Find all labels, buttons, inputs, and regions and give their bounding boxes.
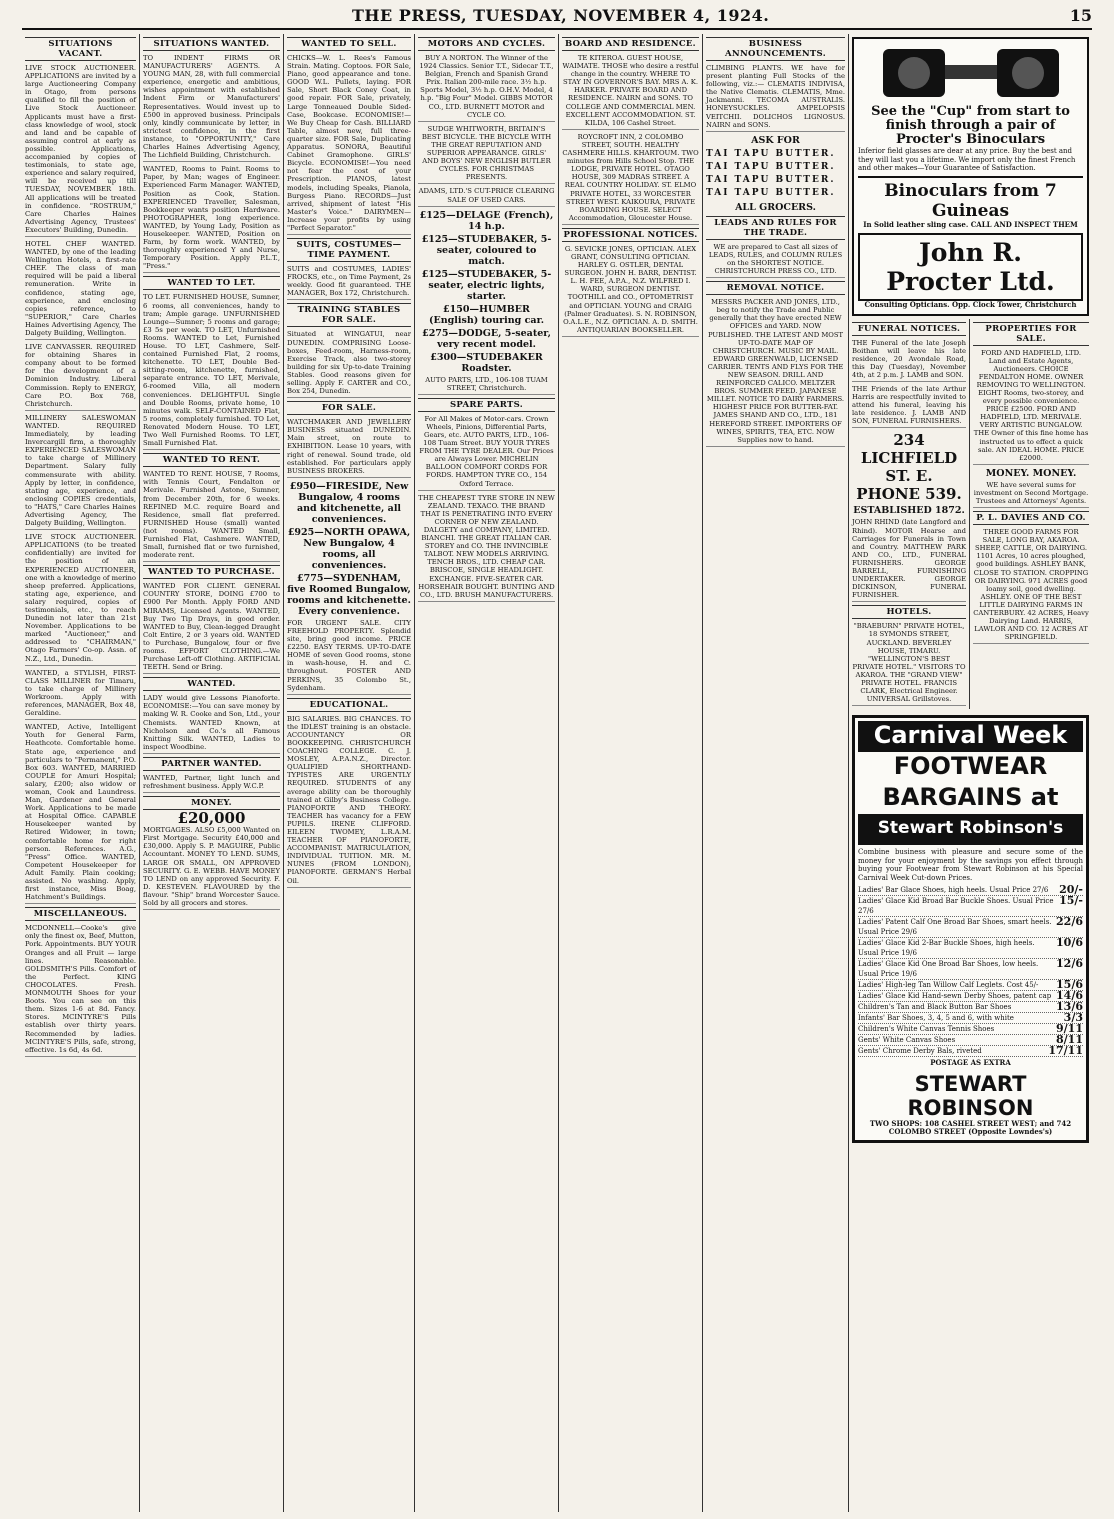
classified-ad: LIVE STOCK AUCTIONEER. APPLICATIONS are invited by a large Auctioneering Company in Otago, from persons qualified to fill the position of Live Stock Auctioneer. Applicants must have a first-class knowledge of wool, stock and land and be capable of assuming control at early as possible. Applications, accompanied by copies of testimonials, to state age, experience and salary required, will be received up till TUESDAY, NOVEMBER 18th. All applications will be treated in confidence. "ROSTRUM," Care Charles Haines Advertising Agency, Trustees' Executors' Building, Dunedin. [25, 64, 136, 237]
item-label: Ladies' Bar Glace Shoes, high heels. Usual Price 27/6 [858, 886, 1049, 895]
classified-ad: WE have several sums for investment on Second Mortgage. Trustees and Attorneys' Agents. [973, 481, 1089, 508]
section-heading: WANTED TO RENT. [143, 453, 280, 467]
classified-ad: ADAMS, LTD.'S CUT-PRICE CLEARING SALE OF USED CARS. [418, 187, 555, 206]
item-price: 3/3 [1063, 1011, 1083, 1025]
classified-ad: WANTED, Active, Intelligent Youth for General Farm, Heathcote. Comfortable home. State age, experience and particulars to "Permanent," P.O. Box 603. WANTED, MARRIED COUPLE for Amuri Hospital; salary, £200; also widow or woman, Cook and Laundress. Man, Gardener and General Work. Applications to be made at Hospital Office. CAPABLE Housekeeper wanted by Retired Widower, in town; comfortable home for right person. References. A.G., "Press" Office. WANTED, Competent Housekeeper for Adult Family. Plain cooking; assisted. No washing. Apply, first instance, Miss Boag, Hatchment's Buildings. [25, 723, 136, 904]
classified-ad: TO INDENT FIRMS OR MANUFACTURERS' AGENTS. A YOUNG MAN, 28, with full commercial experience, energetic and ambitious, wishes appointment with established Indent Firm or Manufacturers' Representatives. Would invest up to £500 in approved business. Principals only, kindly communicate by letter, in strictest confidence, in the first instance, to "OPPORTUNITY," Care Charles Haines Advertising Agency, The Lichfield Building, Christchurch. [143, 54, 280, 162]
binoculars-price: Binoculars from 7 Guineas [858, 176, 1083, 221]
item-price: 15/6 [1056, 978, 1083, 992]
list-item [858, 938, 1083, 959]
item-price: 14/6 [1056, 989, 1083, 1003]
section-heading: HOTELS. [852, 605, 966, 619]
classified-ad: THE CHEAPEST TYRE STORE IN NEW ZEALAND. TEXACO. THE BRAND THAT IS PENETRATING INTO EVERY CORNER OF NEW ZEALAND. DALGETY and COMPANY, LIMITED. BIANCHI. THE GREAT ITALIAN CAR. STOREY and CO. THE INVINCIBLE TALBOT. NEW MODELS ARRIVING. TENCH BROS., LTD. CHEAP CAR. BRISCOE, SINGLE HEADLIGHT. EXCHANGE. FIVE-SEATER CAR. HORSEHAIR BOUGHT. BUNTING AND CO., LTD. BRUSH MANUFACTURERS. [418, 494, 555, 602]
section-heading: EDUCATIONAL. [287, 698, 411, 712]
carnival-bargains: BARGAINS at [882, 783, 1059, 812]
column-situations-vacant [22, 34, 140, 1512]
classified-ad: BIG SALARIES. BIG CHANCES. TO the IDLEST training is an obstacle. ACCOUNTANCY OR BOOKKEEPING. CHRISTCHURCH COACHING COLLEGE. C. J. MOSLEY, A.P.A.N.Z., Director. QUALIFIED SHORTHAND-TYPISTES ARE URGENTLY REQUIRED. STUDENTS of any average ability can be thoroughly trained at Gilby's Business College. PIANOFORTE AND THEORY. TEACHER has vacancy for a FEW PUPILS. IRENE CLIFFORD. EILEEN TWOMEY, L.R.A.M. TEACHER OF PIANOFORTE, ACCOMPANIST. MATRICULATION, INDIVIDUAL TUITION. MR. M. NUNES (FROM LONDON), PIANOFORTE. GERMAN'S Herbal Oil. [287, 715, 411, 888]
section-heading: BUSINESS ANNOUNCEMENTS. [706, 37, 845, 61]
classified-ad: MORTGAGES. ALSO £5,000 Wanted on First Mortgage. Security £40,000 and £30,000. Apply S. P. MAGUIRE, Public Accountant. MONEY TO LEND. SUMS, LARGE OR SMALL, ON APPROVED SECURITY. G. E. WEBB. HAVE MONEY TO LEND on any approved Security. F. D. KESTEVEN. FLAVOURED by the flavour. "Ship" brand Worcester Sauce. Sold by all grocers and stores. [143, 826, 280, 910]
used-car-price: £125—STUDEBAKER, 5-seater, coloured to match. [421, 233, 552, 267]
classified-ad: CLIMBING PLANTS. WE have for present planting Full Stocks of the following, viz.:— CLEMATIS INDIVISA, the Native Clematis. CLEMATIS, Mme. Jackmanni. TECOMA AUSTRALIS. HONEYSUCKLES. AMPELOPSIS VEITCHII. DOLICHOS LIGNOSUS. NAIRN and SONS. [706, 64, 845, 132]
column-right-block [849, 34, 1092, 1512]
section-heading: PARTNER WANTED. [143, 757, 280, 771]
carnival-footer-name: STEWART ROBINSON [907, 1071, 1034, 1120]
procter-firm-name: John R. Procter Ltd. [858, 233, 1083, 301]
classified-ad: LIVE CANVASSER. REQUIRED for obtaining Shares in company about to be formed for the development of a Dominion Industry. Liberal Commission. Reply to ENERGY, Care P.O. Box 768, Christchurch. [25, 343, 136, 411]
established-year: ESTABLISHED 1872. [853, 505, 965, 517]
used-car-price: £300—STUDEBAKER Roadster. [430, 351, 543, 374]
section-heading: WANTED. [143, 677, 280, 691]
item-label: Ladies' High-leg Tan Willow Calf Leglets. Cost 45/- [858, 981, 1039, 990]
classified-ad: WANTED, Rooms to Paint. Rooms to Paper, by Man; wages of Engineer. Experienced Farm Manager. WANTED, Position as Cook, Station. EXPERIENCED Traveller, Salesman, Bookkeeper wants position Hardware. PHOTOGRAPHER, long experience. WANTED, by Young Lady, Position as Housekeeper. WANTED, Position on Farm, by form work. WANTED, by thoroughly experienced Y and Nurse, Temporary Position. Apply P.L.T., "Press." [143, 165, 280, 273]
section-heading: REMOVAL NOTICE. [706, 281, 845, 295]
section-heading: TRAINING STABLES FOR SALE. [287, 303, 411, 327]
section-heading: P. L. DAVIES AND CO. [973, 511, 1089, 525]
used-car-price: £125—DELAGE (French), 14 h.p. [419, 209, 554, 232]
classified-ad: TO LET. FURNISHED HOUSE, Sumner, 6 rooms, all conveniences, handy to tram; Ample garage. UNFURNISHED Lounge—Sumner; 5 rooms and garage; £3 5s per week. TO LET, Unfurnished Rooms. WANTED to Let, Furnished House. TO LET, Cashmere, Self-contained Furnished Flat, 2 rooms, kitchenette. TO LET, Double Bed-sitting-room, kitchenette, furnished, separate entrance. TO LET, Merivale, 6-roomed Villa, all modern conveniences. DELIGHTFUL Single and Double Rooms, private home, 10 minutes walk. SELF-CONTAINED Flat, 5 rooms, completely furnished. TO Let, Renovated Modern House. TO LET, Two Well Furnished Rooms. TO LET, Small Furnished Flat. [143, 293, 280, 450]
classified-ad: WE are prepared to Cast all sizes of LEADS, RULES, and COLUMN RULES on the SHORTEST NOTICE. CHRISTCHURCH PRESS CO., LTD. [706, 243, 845, 278]
procter-address: Consulting Opticians. Opp. Clock Tower, Christchurch [864, 300, 1077, 309]
classified-ad: HOTEL CHEF WANTED. WANTED, by one of the leading Wellington Hotels, a first-rate CHEF. The class of man required will be paid a liberal remuneration. Write in confidence, stating age, experience, and enclosing copies reference, to "SUPERIOR," Care Charles Haines Advertising Agency, The Dalgety Building, Wellington. [25, 240, 136, 340]
property-price-ad: £775—SYDENHAM, five Roomed Bungalow, rooms and kitchenette. Every convenience. [287, 572, 411, 617]
list-item [858, 1013, 1083, 1024]
classified-ad: WANTED TO RENT. HOUSE, 7 Rooms, with Tennis Court, Fendalton or Merivale. Furnished Astone, Sumner, from December 20th, for 6 weeks. REFINED M.C. require Board and Residence, small flat preferred. FURNISHED House (small) wanted (not rooms). WANTED Small, Furnished Flat, Cashmere. WANTED, Small, furnished flat or two furnished, moderate rent. [143, 470, 280, 562]
carnival-intro: Combine business with pleasure and secure some of the money for your enjoyment by the savings you effect through buying your Footwear from Stewart Robinson at his Special Carnival Week Cut-down Prices. [858, 848, 1083, 882]
classified-ad: "BRAEBURN" PRIVATE HOTEL, 18 SYMONDS STREET, AUCKLAND. BEVERLEY HOUSE, TIMARU. "WELLINGTON'S BEST PRIVATE HOTEL." VISITORS TO AKAROA. THE "GRAND VIEW" PRIVATE HOTEL. FRANCIS CLARK, Electrical Engineer. UNIVERSAL Grillstoves. [852, 622, 966, 706]
section-heading: PROFESSIONAL NOTICES. [563, 229, 698, 240]
list-item [858, 980, 1083, 991]
butter-ad-line: TAI TAPU BUTTER. [706, 174, 836, 185]
classified-ad: G. SEVICKE JONES, OPTICIAN. ALEX GRANT, CONSULTING OPTICIAN. HARLEY G. OSTLER, DENTAL SURGEON. JOHN H. BARR, DENTIST. L. H. FEE, A.P.A., N.Z. WILFRED I. WARD, SURGEON DENTIST. TOOTHILL and CO., OPTOMETRIST and OPTICIAN. YOUNG and CRAIG (Palmer Graduates). S. N. ROBINSON, O.A.L.E., N.Z. OPTICIAN. A. D. SMITH. ANTIQUARIAN BOOKSELLER. [562, 245, 699, 337]
classified-ad: LADY would give Lessons Pianoforte. ECONOMISE:—You can save money by making W. R. Cooke and Son, Ltd., your Chemists. WANTED Known, at Nicholson and Co.'s all Famous Knitting Silk. WANTED, Ladies to inspect Woodbine. [143, 694, 280, 754]
masthead [22, 6, 1092, 30]
butter-ad-footer: ALL GROCERS. [735, 201, 816, 213]
section-heading: SPARE PARTS. [418, 398, 555, 412]
classified-ad: THREE GOOD FARMS FOR SALE, LONG BAY, AKAROA. SHEEP, CATTLE, OR DAIRYING. 1101 Acres, 10 acres ploughed, good buildings. ASHLEY BANK, CLOSE TO STATION. CROPPING OR DAIRYING. 971 ACRES good loamy soil, good dwelling. ASHLEY. ONE OF THE BEST LITTLE DAIRYING FARMS IN CANTERBURY. 42 ACRES, Heavy Dairying Land. HARRIS, LAWLOR AND CO. 12 ACRES AT SPRINGFIELD. [973, 528, 1089, 644]
page-number: 15 [1069, 6, 1092, 25]
list-item [858, 885, 1083, 896]
item-price: 20/- [1059, 883, 1083, 897]
column-funeral-notices [852, 319, 970, 710]
classified-ad: TE KITEROA. GUEST HOUSE, WAIMATE. THOSE who desire a restful change in the country. WHERE TO STAY IN GOVERNOR'S BAY. MRS A. K. HARKER. PRIVATE BOARD AND RESIDENCE. NAIRN and SONS. TO COLLEGE AND COMMERCIAL MEN. EXCELLENT ACCOMMODATION. ST. KILDA, 106 Cashel Street. [562, 54, 699, 130]
item-price: 12/6 [1056, 957, 1083, 971]
column-situations-wanted [140, 34, 284, 1512]
list-item [858, 991, 1083, 1002]
binoculars-icon [861, 43, 1081, 105]
carnival-shop-name: Stewart Robinson's [858, 814, 1083, 845]
item-label: Children's White Canvas Tennis Shoes [858, 1025, 995, 1034]
section-heading: FOR SALE. [287, 401, 411, 415]
column-motors-cycles [415, 34, 559, 1512]
section-heading: SUITS, COSTUMES—TIME PAYMENT. [287, 238, 411, 262]
classified-ad: MILLINERY SALESWOMAN WANTED. REQUIRED Immediately, by leading Invercargill firm, a thoroughly EXPERIENCED SALESWOMAN to take charge of Millinery Department. Salary fully commensurate with ability. Apply by letter, in confidence, stating age, experience, and enclosing COPIES credentials, to "HATS," Care Charles Haines Advertising Agency, The Dalgety Building, Wellington. [25, 414, 136, 530]
list-item [858, 917, 1083, 938]
list-item [858, 959, 1083, 980]
item-price: 13/6 [1056, 1000, 1083, 1014]
section-heading: MISCELLANEOUS. [25, 907, 136, 921]
column-wanted-to-sell [284, 34, 415, 1512]
section-heading: MOTORS AND CYCLES. [418, 37, 555, 51]
binoculars-headline: See the "Cup" from start to finish through a pair of Procter's Binoculars [871, 104, 1070, 147]
money-headline: £20,000 [177, 809, 246, 828]
item-price: 17/11 [1048, 1044, 1083, 1058]
item-price: 22/6 [1056, 915, 1083, 929]
item-label: Children's Tan and Black Button Bar Shoes [858, 1003, 1012, 1012]
butter-ad-line: TAI TAPU BUTTER. [706, 161, 836, 172]
item-label: Gents' White Canvas Shoes [858, 1036, 956, 1045]
classified-ad: MESSRS PACKER AND JONES, LTD., beg to notify the Trade and Public generally that they have erected NEW OFFICES and YARD. NOW PUBLISHED. THE LATEST AND MOST UP-TO-DATE MAP OF CHRISTCHURCH. MUSIC BY MAIL. EDWARD GREENWALD, LICENSED CARRIER. TENTS AND FLYS FOR THE NEW SEASON. DRILL AND REINFORCED CALICO. MELTZER BROS. SUMMER FEED. JAPANESE MILLET. NOTICE TO DAIRY FARMERS. HIGHEST PRICE FOR BUTTER-FAT. JAMES SHAND AND CO., LTD., 181 HEREFORD STREET. IMPORTERS OF WINES, SPIRITS, TEA, ETC. NOW Supplies now to hand. [706, 298, 845, 447]
section-heading: LEADS AND RULES FOR THE TRADE. [706, 216, 845, 240]
butter-ad-line: TAI TAPU BUTTER. [706, 148, 836, 159]
classified-ad: WANTED, Partner, light lunch and refreshment business. Apply W.C.P. [143, 774, 280, 793]
section-heading: WANTED TO LET. [143, 276, 280, 290]
list-item [858, 1046, 1083, 1057]
classified-ad: WANTED FOR CLIENT. GENERAL COUNTRY STORE, DOING £700 to £900 Per Month. Apply FORD AND MIRAMS, Licensed Agents. WANTED, Buy Two Tip Drays, in good order. WANTED to Buy, Clean-legged Draught Colt Entire, 2 or 3 years old. WANTED to Purchase, Bungalow, four or five rooms. EFFORT CLOTHING.—We Purchase Left-off Clothing. ARTIFICIAL TEETH. Send or Bring. [143, 582, 280, 674]
classified-ad: AUTO PARTS, LTD., 106-108 TUAM STREET, Christchurch. [418, 376, 555, 395]
carnival-footwear: FOOTWEAR [893, 752, 1048, 781]
binoculars-body: Inferior field glasses are dear at any price. Buy the best and they will last you a lifetime. We import only the finest French and other makes—Your Guarantee of Satisfaction. [858, 147, 1076, 172]
section-heading: BOARD AND RESIDENCE. [562, 37, 699, 51]
used-car-price: £150—HUMBER (English) touring car. [428, 303, 545, 326]
item-label: Ladies' Patent Calf One Broad Bar Shoes, smart heels. Usual Price 29/6 [858, 918, 1052, 937]
classified-ad: BUY A NORTON. The Winner of the 1924 Classics. Senior T.T., Sidecar T.T., Belgian, French and Spanish Grand Prix. Italian 200-mile race. 3½ h.p. Sports Model, 3½ h.p. O.H.V. Model, 4 h.p. "Big Four" Model. GIBBS MOTOR CO., LTD. BURNETT MOTOR and CYCLE CO. [418, 54, 555, 122]
item-price: 10/6 [1056, 936, 1083, 950]
masthead-title: THE PRESS, TUESDAY, NOVEMBER 4, 1924. [352, 6, 770, 25]
carnival-headline: Carnival Week [858, 721, 1083, 752]
section-heading: PROPERTIES FOR SALE. [973, 322, 1089, 346]
item-label: Ladies' Glace Kid One Broad Bar Shoes, low heels. Usual Price 19/6 [858, 960, 1039, 979]
column-business-announcements [703, 34, 849, 1512]
binoculars-advert [852, 37, 1089, 316]
carnival-price-list [858, 885, 1083, 1057]
item-price: 15/- [1059, 894, 1083, 908]
classified-ad: THE Friends of the late Arthur Harris are respectfully invited to attend his funeral, leaving his late residence. J. LAMB AND SON, FUNERAL FURNISHERS. [852, 385, 966, 428]
classified-ad: ROYCROFT INN, 2 COLOMBO STREET, SOUTH. HEALTHY CASHMERE HILLS. KHARTOUM. TWO minutes from Hills School Stop. THE LODGE, PRIVATE HOTEL. OTAGO HOUSE, 309 MADRAS STREET. A REAL COUNTRY HOLIDAY. ST. ELMO PRIVATE HOTEL, 33 WORCESTER STREET WEST. KAIKOURA, PRIVATE BOARDING HOUSE. SELECT Accommodation, Gloucester House. [562, 133, 699, 225]
classified-ad: JOHN RHIND (late Langford and Rhind). MOTOR Hearse and Carriages for Funerals in Town and Country. MATTHEW PARK AND CO., LTD., FUNERAL FURNISHERS. GEORGE BARRELL, FURNISHING UNDERTAKER. GEORGE DICKINSON, FUNERAL FURNISHER. [852, 518, 966, 602]
classified-ad: SUDGE WHITWORTH, BRITAIN'S BEST BICYCLE. THE BICYCLE WITH THE GREAT REPUTATION AND SUPERIOR APPEARANCE. GIRLS' AND BOYS' NEW ENGLISH BUTLER CYCLES. FOR CHRISTMAS PRESENTS. [418, 125, 555, 185]
classified-ad: WANTED, a STYLISH, FIRST-CLASS MILLINER for Timaru, to take charge of Millinery Workroom. Apply with references, MANAGER, Box 48, Geraldine. [25, 669, 136, 721]
binoculars-subline: In Solid leather sling case. CALL AND INSPECT THEM [863, 219, 1078, 229]
item-label: Gents' Chrome Derby Bals, riveted [858, 1047, 982, 1056]
list-item [858, 1002, 1083, 1013]
classified-ad: THE Funeral of the late Joseph Boithan will leave his late residence, 20 Avondale Road, this Day (Tuesday), November 4th, at 2 p.m. J. LAMB and SON. [852, 339, 966, 382]
classified-ad: For All Makes of Motor-cars. Crown Wheels, Pinions, Differential Parts, Gears, etc. AUTO PARTS, LTD., 106-108 Tuam Street. BUY YOUR TYRES FROM THE TYRE DEALER. Our Prices are Always Lower. MICHELIN BALLOON COMFORT CORDS FOR FORDS. HAMPTON TYRE CO., 154 Oxford Terrace. [418, 415, 555, 491]
property-price-ad: £925—NORTH OPAWA, New Bungalow, 4 rooms, all conveniences. [287, 526, 411, 571]
butter-ad-lead: ASK FOR [751, 134, 800, 146]
classified-ad: FORD AND HADFIELD, LTD. Land and Estate Agents, Auctioneers. CHOICE FENDALTON HOME. OWNER REMOVING TO WELLINGTON. EIGHT Rooms, two-storey, and every possible convenience. PRICE £2500. FORD AND HADFIELD, LTD. MERIVALE. VERY ARTISTIC BUNGALOW. THE Owner of this fine home has instructed us to effect a quick sale. AN IDEAL HOME. PRICE £2000. [973, 349, 1089, 465]
carnival-postage: POSTAGE AS EXTRA [930, 1058, 1011, 1068]
item-price: 9/11 [1056, 1022, 1083, 1036]
item-label: Ladies' Glace Kid Hand-sewn Derby Shoes, patent cap [858, 992, 1052, 1001]
used-car-price: £275—DODGE, 5-seater, very recent model. [422, 327, 551, 350]
classified-ad: MCDONNELL—Cooke's give only the finest ox, Beef, Mutton, Pork. Appointments. BUY YOUR Oranges and all Fruit — large lines. Reasonable. GOLDSMITH'S Pills. Comfort of the Perfect. KING CHOCOLATES. Fresh. MONMOUTH Shoes for your Boots. You can see on this them. Sizes 1-6 at 8d. Fancy. Stores. MCINTYRE'S Pills establish over thirty years. Recommended by ladies. MCINTYRE'S Pills, safe, strong, effective. 1s 6d, 4s 6d. [25, 924, 136, 1057]
section-heading: SITUATIONS WANTED. [143, 37, 280, 51]
column-board-residence [559, 34, 703, 1512]
classified-ad: CHICKS—W. L. Rees's Famous Strain. Mating. Coptoos. FOR Sale, Piano, good appearance and tone. GOOD W.L. Pullets, laying. FOR Sale, Short Black Coney Coat, in good repair. FOR Sale, privately, Large Tonneaued Double Sided-Case, Bookcase. ECONOMISE!—We Buy Cheap for Cash. BILLIARD Table, almost new, full three-quarter size. FOR Sale, Duplicating Apparatus. SONORA, Beautiful Cabinet Gramophone. GIRLS' Bicycle. ECONOMISE!—You need not fear the cost of your Prescription. PIANOS, latest models, including Speaks, Pianola, Burgess Piano. RECORDS—Just arrived, shipment of latest "His Master's Voice." DAIRYMEN—Increase your profits by using "Perfect Separator." [287, 54, 411, 235]
section-heading: MONEY. [143, 796, 280, 810]
item-label: Ladies' Glace Kid 2-Bar Buckle Shoes, high heels. Usual Price 19/6 [858, 939, 1035, 958]
butter-ad-line: TAI TAPU BUTTER. [706, 187, 836, 198]
section-heading: FUNERAL NOTICES. [852, 322, 966, 336]
classified-ad: LIVE STOCK AUCTIONEER. APPLICATIONS (to be treated confidentially) are invited for the position of an EXPERIENCED AUCTIONEER, one with a knowledge of merino sheep preferred. Applications, stating age, experience, and salary required, copies of testimonials, etc., to reach Dunedin not later than 21st November. Applications to be marked "Auctioneer," and addressed to "CHAIRMAN," Otago Farmers' Co-op. Assn. of N.Z., Ltd., Dunedin. [25, 533, 136, 666]
classified-ad: Situated at WINGATUI, near DUNEDIN. COMPRISING Loose-boxes, Feed-room, Harness-room, Exercise Track, also two-storey building for six Up-to-date Training Stables. Good reasons given for selling. Apply F. CARTER and CO., Box 254, Dunedin. [287, 330, 411, 398]
money-heading: MONEY. MONEY. [985, 467, 1077, 479]
list-item [858, 1024, 1083, 1035]
property-price-ad: £950—FIRESIDE, New Bungalow, 4 rooms and kitchenette, all conveniences. [289, 480, 409, 525]
classified-ad: SUITS and COSTUMES, LADIES' FROCKS, etc., on Time Payment, 2s weekly. Good fit guaranteed. THE MANAGER, Box 172, Christchurch. [287, 265, 411, 300]
list-item [858, 896, 1083, 917]
column-properties-for-sale [970, 319, 1089, 710]
funeral-telephone: 234 LICHFIELD ST. E. PHONE 539. [856, 431, 962, 504]
classified-ad: WATCHMAKER AND JEWELLERY BUSINESS situated DUNEDIN. Main street, on route to EXHIBITION. Lease 10 years, with right of renewal. Sound trade, old established. For particulars apply BUSINESS BROKERS. [287, 418, 411, 478]
item-label: Ladies' Glace Kid Broad Bar Buckle Shoes. Usual Price 27/6 [858, 897, 1054, 916]
item-price: 8/11 [1056, 1033, 1083, 1047]
item-label: Infants' Bar Shoes, 3, 4, 5 and 6, with white [858, 1014, 1014, 1023]
used-car-price: £125—STUDEBAKER, 5-seater, electric lights, starter. [421, 268, 552, 302]
classified-ad: FOR URGENT SALE. CITY FREEHOLD PROPERTY. Splendid site, bring good income. PRICE £2250. EASY TERMS. UP-TO-DATE HOME of seven Good rooms, stone in wash-house, H. and C. throughout. FOSTER AND PERKINS, 35 Colombo St., Sydenham. [287, 619, 411, 695]
carnival-shop-addresses: TWO SHOPS: 108 CASHEL STREET WEST; and 742 COLOMBO STREET (Opposite Lowndes's) [869, 1118, 1072, 1137]
section-heading: SITUATIONS VACANT. [25, 37, 136, 61]
section-heading: WANTED TO SELL. [287, 37, 411, 51]
carnival-footwear-advert [852, 715, 1089, 1143]
section-heading: WANTED TO PURCHASE. [143, 565, 280, 579]
